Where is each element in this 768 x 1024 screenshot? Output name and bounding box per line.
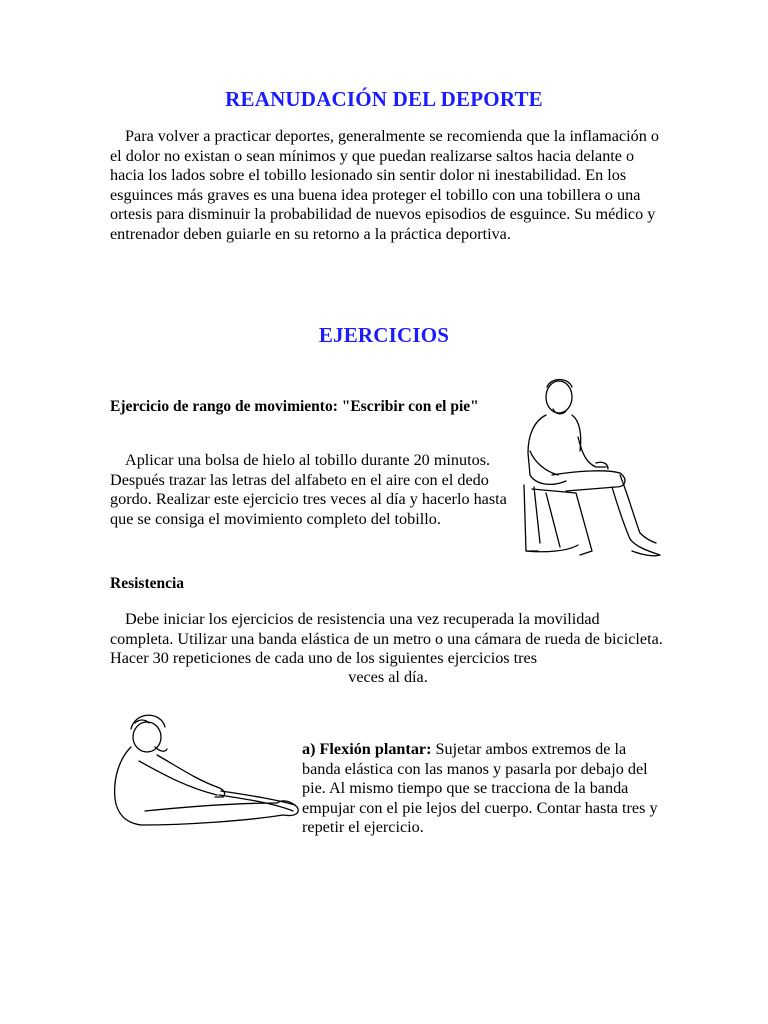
plantar-flexion-text: Sujetar ambos extremos de la banda elástica con las manos y pasarla por debajo del pie. Al mismo tiempo que se tracciona de la banda empujar con el pie lejos del cuerpo. Contar hasta tres y repetir el ejercicio. [302,740,658,836]
plantar-flexion-paragraph [302,740,662,838]
elastic-band-exercise-illustration [105,703,305,838]
seated-person-illustration [516,375,664,565]
section-title-ejercicios: EJERCICIOS [318,323,450,347]
resistance-text: Debe iniciar los ejercicios de resistencia una vez recuperada la movilidad completa. Utilizar una banda elástica de un metro o una cámara de rueda de bicicleta. Hacer 30 repeticiones de cada uno de los siguientes ejercicios tres [110,610,663,667]
resistance-text-last-line: veces al día. [348,668,428,686]
intro-paragraph: Para volver a practicar deportes, generalmente se recomienda que la inflamación o el dolor no existan o sean mínimos y que puedan realizarse saltos hacia delante o hacia los lados sobre el tobillo lesionado sin sentir dolor ni inestabilidad. En los esguinces más graves es una buena idea proteger el tobillo con una tobillera o una ortesis para disminuir la probabilidad de nuevos episodios de esguince. Su médico y entrenador deben guiarle en su retorno a la práctica deportiva. [110,127,659,243]
resistance-heading: Resistencia [110,575,185,592]
exercise1-heading: Ejercicio de rango de movimiento: "Escribir con el pie" [110,398,479,415]
section-title-reanudacion: REANUDACIÓN DEL DEPORTE [225,87,543,111]
exercise1-text: Aplicar una bolsa de hielo al tobillo durante 20 minutos. Después trazar las letras del alfabeto en el aire con el dedo gordo. Realizar este ejercicio tres veces al día y hacerlo hasta que se consiga el movimiento completo del tobillo. [110,451,507,528]
plantar-flexion-label: a) Flexión plantar: [302,740,432,758]
